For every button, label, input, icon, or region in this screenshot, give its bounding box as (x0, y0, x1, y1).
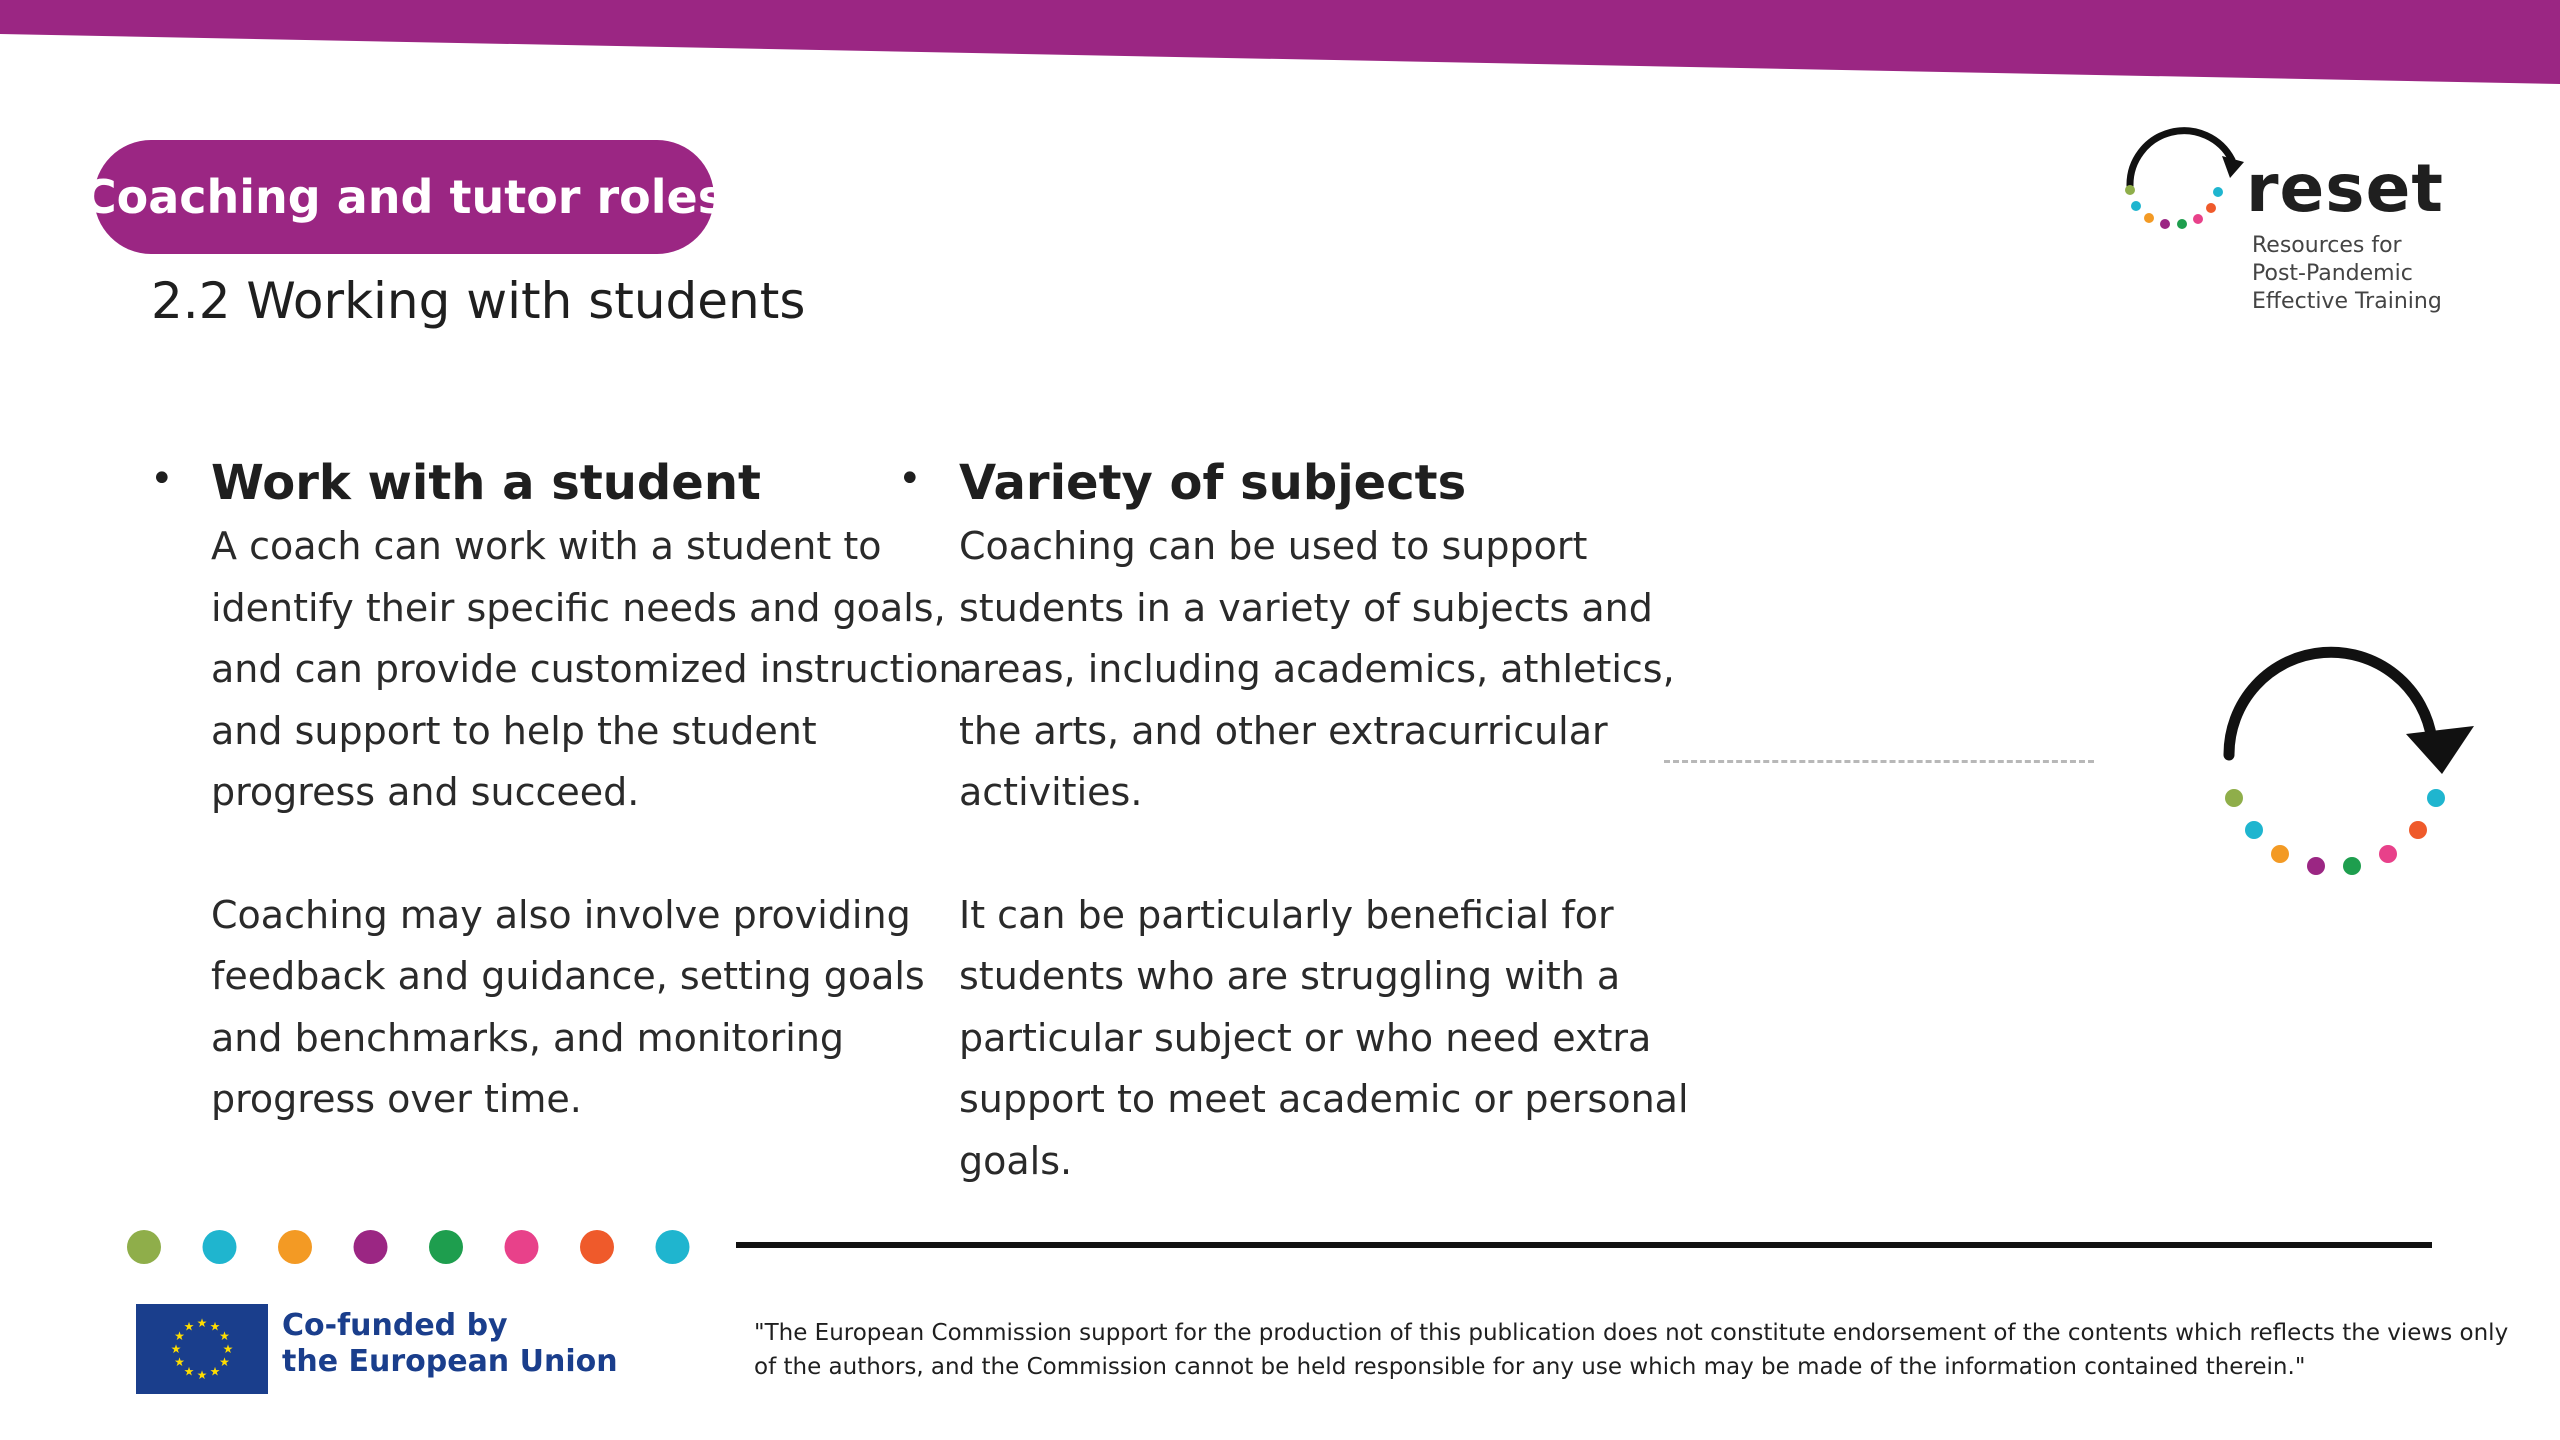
column-work-with-student (150, 450, 963, 1131)
text-line: Coaching can be used to support (959, 524, 1588, 568)
text-line: the arts, and other extracurricular (959, 708, 1608, 753)
text-line: progress over time. (211, 1077, 582, 1121)
footer-divider (736, 1242, 2432, 1248)
bullet-item (150, 450, 910, 516)
logo-tagline-line: Effective Training (2252, 289, 2442, 314)
text-line: activities. (959, 770, 1143, 814)
text-line: students in a variety of subjects and (959, 585, 1653, 630)
bullet-icon: • (898, 456, 922, 502)
text-line: feedback and guidance, setting goals (211, 954, 925, 998)
eu-star: ★ (209, 1319, 221, 1334)
text-line: and support to help the student (211, 708, 817, 753)
logo-tagline (2252, 232, 2442, 316)
cycle-arrow-icon (2200, 630, 2490, 890)
cycle-dot (2271, 845, 2289, 863)
logo-dot (2193, 214, 2203, 224)
column-heading: Work with a student (211, 455, 761, 511)
disclaimer-text (754, 1316, 2509, 1384)
section-label: Coaching and tutor roles (82, 170, 726, 224)
cycle-dot (2245, 821, 2263, 839)
color-dot (429, 1230, 463, 1264)
logo-dot (2144, 213, 2154, 223)
text-line: goals. (959, 1138, 1073, 1183)
color-dot (505, 1230, 539, 1264)
eu-line: Co-funded by (282, 1308, 508, 1343)
text-line: particular subject or who need extra (959, 1015, 1652, 1060)
logo-wordmark: reset (2246, 150, 2444, 227)
text-line: areas, including academics, athletics, (959, 647, 1675, 691)
top-banner (0, 0, 2560, 90)
color-dot (203, 1230, 237, 1264)
cycle-dot (2307, 857, 2325, 875)
cycle-dot (2379, 845, 2397, 863)
cycle-dot (2409, 821, 2427, 839)
text-line: and can provide customized instruction (211, 647, 963, 691)
eu-flag-icon (136, 1304, 268, 1394)
text-line: support to meet academic or personal (959, 1077, 1689, 1121)
cycle-dot (2343, 857, 2361, 875)
bullet-item (898, 450, 1658, 516)
eu-star: ★ (170, 1342, 182, 1356)
disclaimer-line: "The European Commission support for the production of this publication does not constitute endorsement of the contents which reflects the views only (754, 1320, 2509, 1346)
logo-dot (2177, 219, 2187, 229)
text-line: Coaching may also involve providing (211, 892, 911, 937)
logo-dot (2206, 203, 2216, 213)
color-dot (127, 1230, 161, 1264)
eu-star: ★ (174, 1329, 185, 1343)
eu-star: ★ (209, 1364, 221, 1379)
eu-star: ★ (219, 1329, 230, 1343)
eu-star: ★ (196, 1368, 208, 1382)
color-dot (656, 1230, 690, 1264)
text-line: It can be particularly beneficial for (959, 892, 1614, 937)
logo-dot (2125, 185, 2135, 195)
logo-dot (2131, 201, 2141, 211)
column-variety-of-subjects (898, 450, 1689, 1192)
paragraph (211, 516, 963, 824)
eu-star: ★ (174, 1355, 185, 1369)
logo-tagline-line: Post-Pandemic (2252, 261, 2413, 286)
eu-star: ★ (183, 1319, 195, 1334)
eu-star: ★ (222, 1342, 234, 1356)
eu-star: ★ (196, 1316, 208, 1330)
color-dot (580, 1230, 614, 1264)
text-line: identify their specific needs and goals, (211, 585, 946, 630)
cycle-dot (2225, 789, 2243, 807)
text-line: students who are struggling with a (959, 954, 1621, 998)
logo-tagline-line: Resources for (2252, 233, 2402, 258)
color-dot (278, 1230, 312, 1264)
cycle-dot (2427, 789, 2445, 807)
dashed-divider (1664, 760, 2094, 763)
color-dot-row (120, 1222, 700, 1272)
column-heading: Variety of subjects (959, 455, 1467, 511)
eu-star: ★ (183, 1364, 195, 1379)
paragraph (959, 885, 1689, 1193)
section-label-pill (82, 140, 726, 254)
bullet-icon: • (150, 456, 174, 502)
text-line: and benchmarks, and monitoring (211, 1015, 845, 1060)
text-line: progress and succeed. (211, 770, 640, 814)
disclaimer-line: of the authors, and the Commission cannot be held responsible for any use which may be made of the information contained therein." (754, 1354, 2306, 1380)
paragraph (959, 516, 1675, 824)
eu-cofunded-label (282, 1308, 618, 1380)
paragraph (211, 885, 925, 1131)
page-subtitle: 2.2 Working with students (151, 272, 806, 330)
text-line: A coach can work with a student to (211, 524, 882, 568)
logo-dot (2213, 187, 2223, 197)
eu-star: ★ (219, 1355, 230, 1369)
color-dot (354, 1230, 388, 1264)
logo-dot (2160, 219, 2170, 229)
eu-line: the European Union (282, 1344, 618, 1379)
